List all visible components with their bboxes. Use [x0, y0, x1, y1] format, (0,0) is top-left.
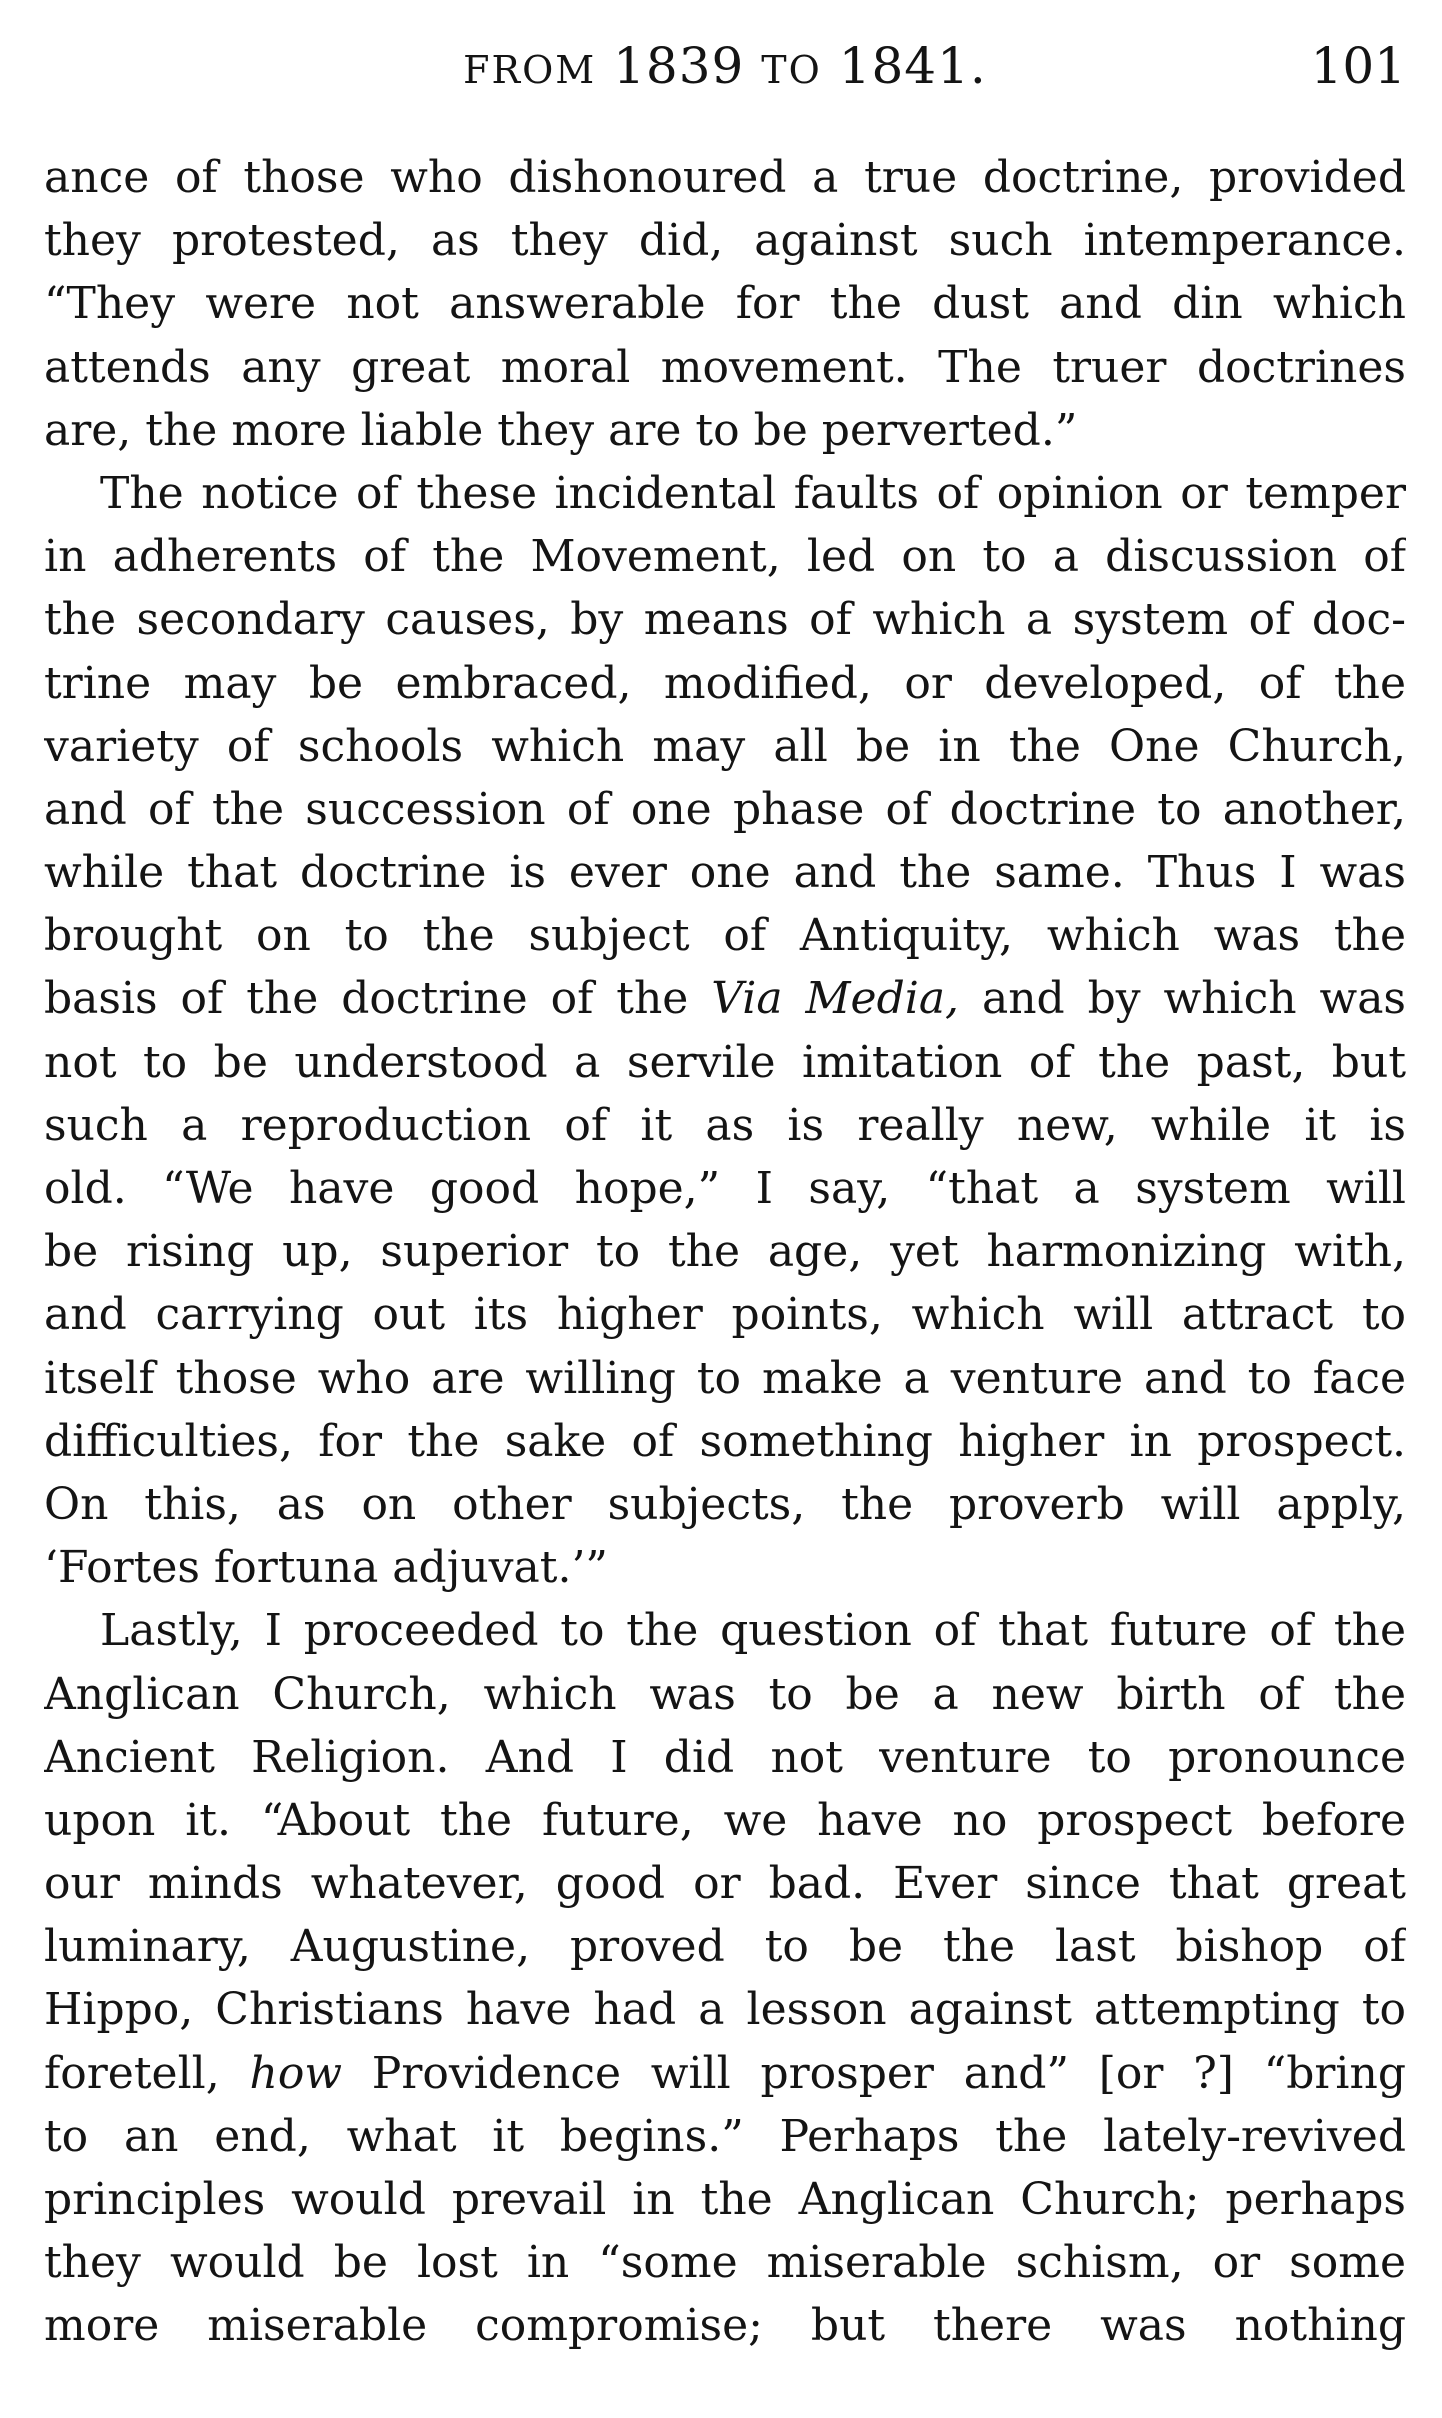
- text-line: ance of those who dishonoured a true doctrine, provided: [44, 152, 1406, 203]
- running-title-year-end: 1841.: [838, 37, 987, 95]
- italic-text: how: [249, 2047, 342, 2099]
- text-line: Lastly, I proceeded to the question of that future of the: [100, 1605, 1406, 1657]
- text-line: our minds whatever, good or bad. Ever since that great: [44, 1858, 1406, 1910]
- text-line: itself those who are willing to make a venture and to face: [44, 1352, 1406, 1404]
- text-segment: basis of the doctrine of the: [44, 973, 712, 1025]
- text-line: such a reproduction of it as is really new, while it is: [44, 1099, 1406, 1151]
- text-line: principles would prevail in the Anglican Church; perhaps: [44, 2174, 1406, 2225]
- text-line: more miserable compromise; but there was nothing: [44, 2300, 1406, 2352]
- text-segment: foretell,: [44, 2047, 250, 2099]
- text-line: attends any great moral movement. The truer doctrines: [44, 341, 1406, 393]
- text-line: difficulties, for the sake of something higher in prospect.: [44, 1415, 1406, 1467]
- text-line: brought on to the subject of Antiquity, which was the: [44, 910, 1406, 962]
- text-line: the secondary causes, by means of which a system of doc-: [44, 594, 1406, 646]
- italic-text: Via Media,: [711, 973, 960, 1025]
- text-line: Hippo, Christians have had a lesson against attempting to: [44, 1984, 1406, 2036]
- text-line: are, the more liable they are to be perverted.”: [44, 404, 1078, 456]
- text-line: old. “We have good hope,” I say, “that a system will: [44, 1163, 1406, 1214]
- running-title-year-start: 1839: [613, 37, 745, 95]
- running-title: [44, 30, 1406, 106]
- running-title-from: FROM: [463, 48, 597, 92]
- text-line: Ancient Religion. And I did not venture to pronounce: [44, 1731, 1406, 1783]
- text-line: ‘Fortes fortuna adjuvat.’”: [44, 1542, 608, 1594]
- text-line: to an end, what it begins.” Perhaps the lately-revived: [44, 2110, 1406, 2162]
- text-line: variety of schools which may all be in the One Church,: [44, 720, 1406, 772]
- text-line: The notice of these incidental faults of opinion or temper: [100, 467, 1406, 519]
- text-line: “They were not answerable for the dust and din which: [44, 278, 1406, 330]
- text-line: [44, 2042, 1406, 2105]
- text-line: luminary, Augustine, proved to be the last bishop of: [44, 1921, 1406, 1973]
- page-number: 101: [1310, 37, 1406, 95]
- text-line: in adherents of the Movement, led on to a discussion of: [44, 531, 1406, 583]
- running-title-to: TO: [761, 48, 822, 92]
- text-segment: Providence will prosper and” [or ?] “bring: [341, 2047, 1406, 2099]
- text-line: they protested, as they did, against such intemperance.: [44, 215, 1406, 267]
- text-line: [44, 967, 1406, 1030]
- running-head: [44, 30, 1406, 102]
- text-line: trine may be embraced, modified, or developed, of the: [44, 657, 1406, 709]
- text-line: upon it. “About the future, we have no prospect before: [44, 1794, 1406, 1846]
- text-line: be rising up, superior to the age, yet harmonizing with,: [44, 1226, 1406, 1278]
- text-line: On this, as on other subjects, the proverb will apply,: [44, 1478, 1406, 1530]
- text-line: and carrying out its higher points, which will attract to: [44, 1289, 1406, 1341]
- text-line: they would be lost in “some miserable schism, or some: [44, 2237, 1406, 2289]
- text-line: Anglican Church, which was to be a new birth of the: [44, 1668, 1406, 1720]
- text-line: not to be understood a servile imitation of the past, but: [44, 1036, 1406, 1088]
- text-segment: and by which was: [959, 973, 1406, 1025]
- text-line: while that doctrine is ever one and the same. Thus I was: [44, 847, 1406, 899]
- body-text: [44, 146, 1406, 2358]
- text-line: and of the succession of one phase of doctrine to another,: [44, 783, 1406, 835]
